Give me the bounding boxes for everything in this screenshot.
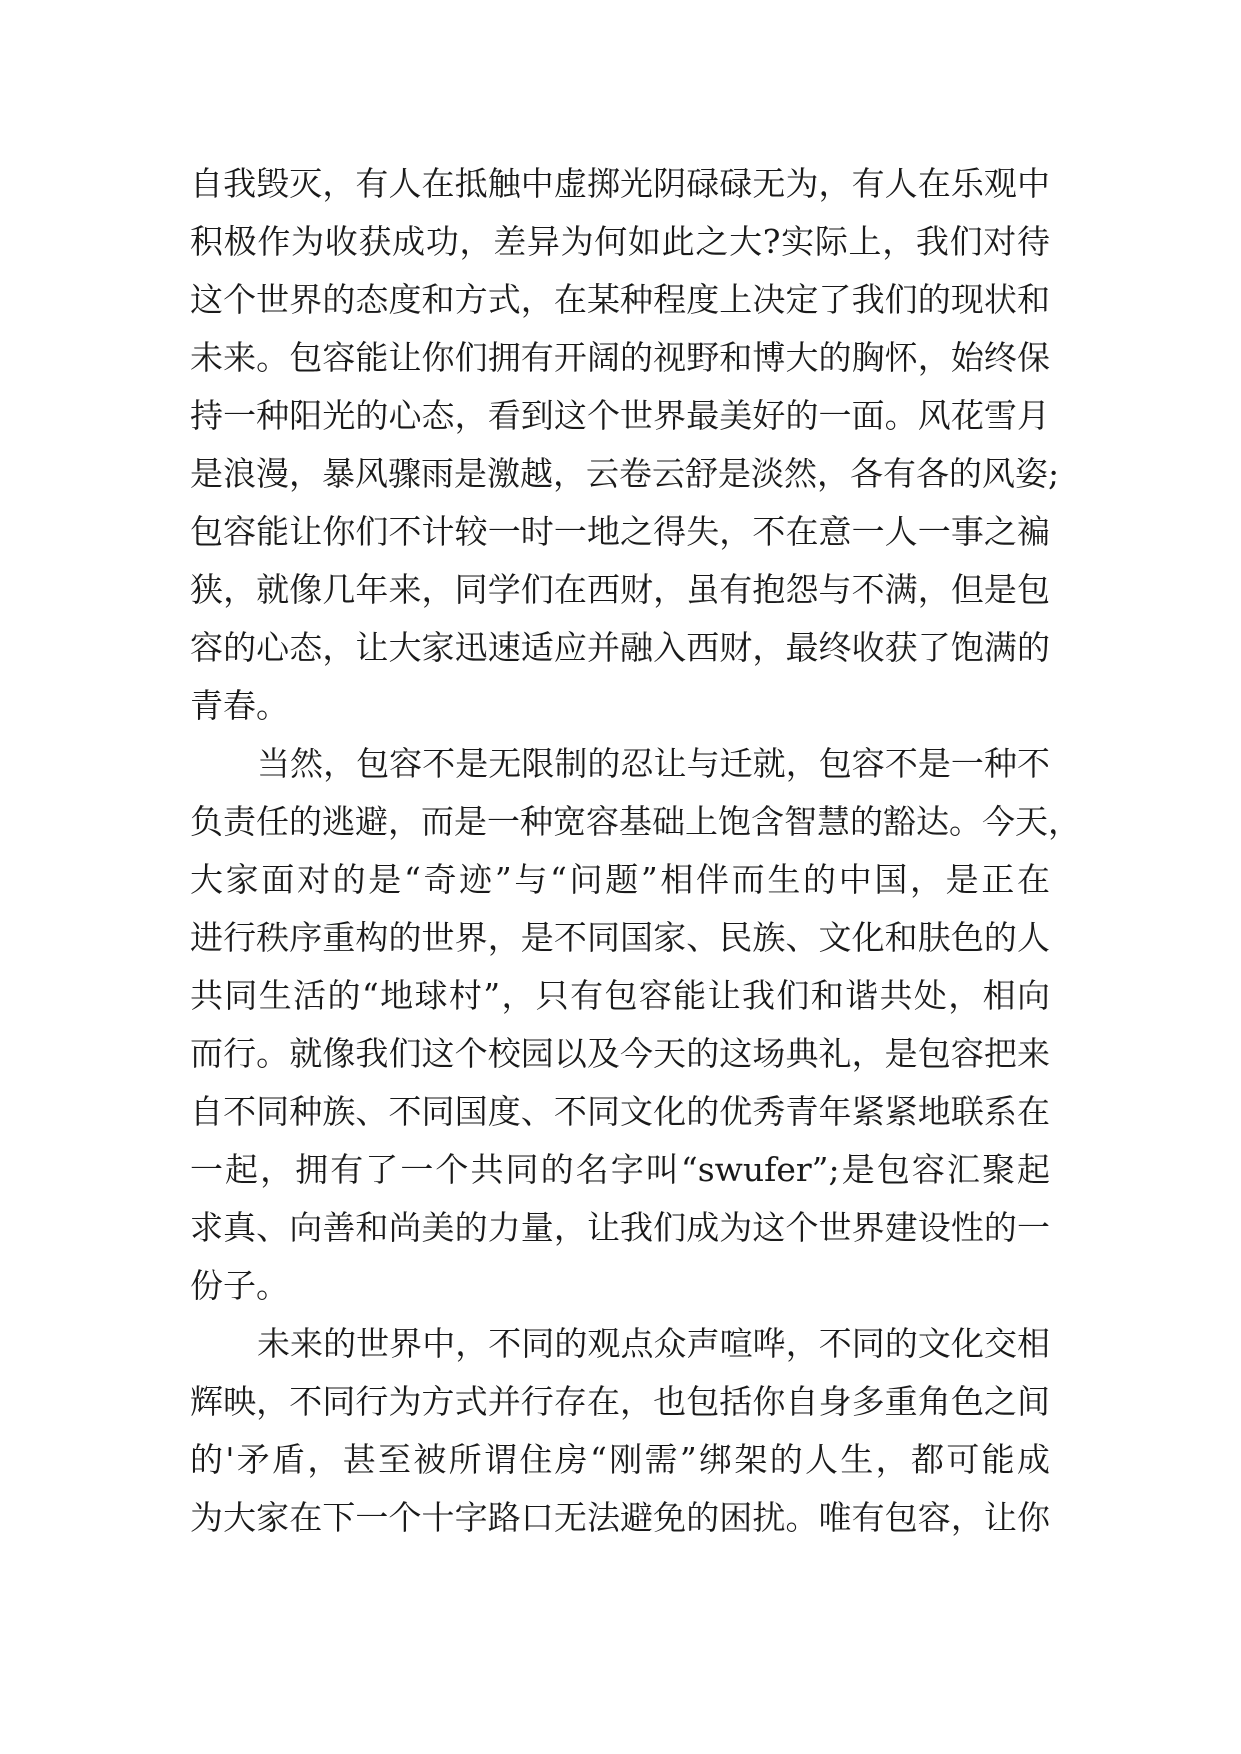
- text-line: 持一种阳光的心态，看到这个世界最美好的一面。风花雪月: [190, 396, 1050, 435]
- text-line: 容的心态，让大家迅速适应并融入西财，最终收获了饱满的: [190, 628, 1050, 667]
- text-line: 大家面对的是“奇迹”与“问题”相伴而生的中国，是正在: [190, 860, 1050, 899]
- text-line: 未来。包容能让你们拥有开阔的视野和博大的胸怀，始终保: [190, 338, 1050, 377]
- text-line: 进行秩序重构的世界，是不同国家、民族、文化和肤色的人: [190, 918, 1050, 957]
- text-line: 这个世界的态度和方式，在某种程度上决定了我们的现状和: [190, 280, 1050, 319]
- text-line: 狭，就像几年来，同学们在西财，虽有抱怨与不满，但是包: [190, 570, 1050, 609]
- text-line: 一起，拥有了一个共同的名字叫“swufer”;是包容汇聚起: [190, 1150, 1050, 1189]
- text-line: 的'矛盾，甚至被所谓住房“刚需”绑架的人生，都可能成: [190, 1440, 1050, 1479]
- text-line: 辉映，不同行为方式并行存在，也包括你自身多重角色之间: [190, 1382, 1050, 1421]
- text-line: 青春。: [190, 686, 289, 725]
- text-line: 求真、向善和尚美的力量，让我们成为这个世界建设性的一: [190, 1208, 1050, 1247]
- text-line: 自我毁灭，有人在抵触中虚掷光阴碌碌无为，有人在乐观中: [190, 164, 1050, 203]
- text-line: 份子。: [190, 1266, 289, 1305]
- text-line: 积极作为收获成功，差异为何如此之大?实际上，我们对待: [190, 222, 1050, 261]
- text-line: 为大家在下一个十字路口无法避免的困扰。唯有包容，让你: [190, 1498, 1050, 1537]
- text-line: 包容能让你们不计较一时一地之得失，不在意一人一事之褊: [190, 512, 1050, 551]
- text-line: 而行。就像我们这个校园以及今天的这场典礼，是包容把来: [190, 1034, 1050, 1073]
- text-line: 自不同种族、不同国度、不同文化的优秀青年紧紧地联系在: [190, 1092, 1050, 1131]
- text-line: 负责任的逃避，而是一种宽容基础上饱含智慧的豁达。今天，: [190, 802, 1081, 841]
- text-line: 当然，包容不是无限制的忍让与迁就，包容不是一种不: [257, 744, 1050, 783]
- text-line: 是浪漫，暴风骤雨是激越，云卷云舒是淡然，各有各的风姿;: [190, 454, 1060, 493]
- text-line: 共同生活的“地球村”，只有包容能让我们和谐共处，相向: [190, 976, 1050, 1015]
- text-line: 未来的世界中，不同的观点众声喧哗，不同的文化交相: [257, 1324, 1050, 1363]
